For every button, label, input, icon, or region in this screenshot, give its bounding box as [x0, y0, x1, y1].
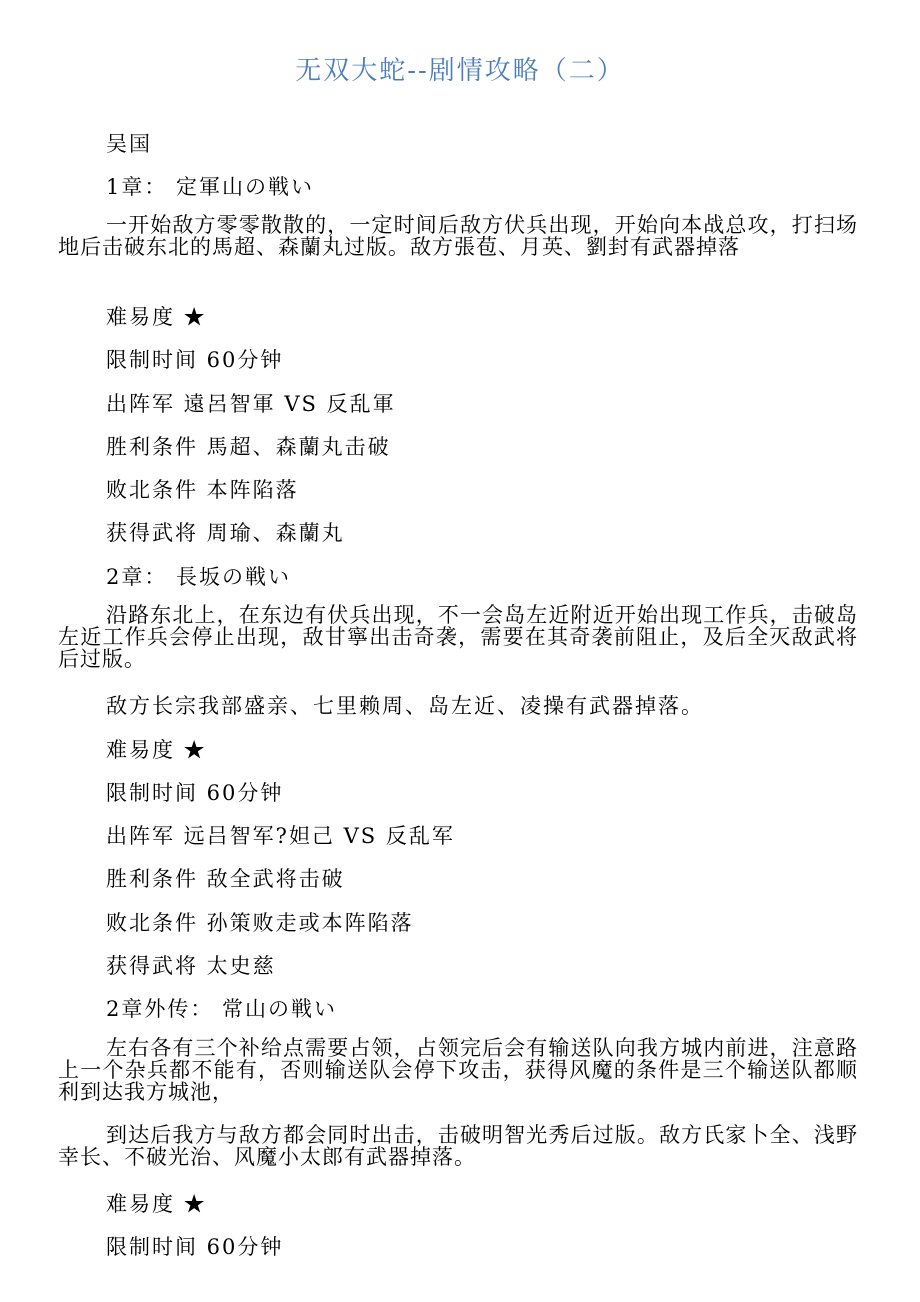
chapter2-gaiden-description: 左右各有三个补给点需要占领，占领完后会有输送队向我方城内前进，注意路上一个杂兵都不能有，否则输送队会停下攻击，获得风魔的条件是三个输送队都顺利到达我方城池，: [58, 1036, 858, 1104]
chapter2-gaiden-difficulty: 难易度 ★: [106, 1192, 207, 1216]
chapter2-time-limit: 限制时间 60分钟: [106, 781, 284, 805]
chapter2-gaiden-time-limit: 限制时间 60分钟: [106, 1235, 284, 1259]
chapter1-heading: 1章： 定軍山の戦い: [106, 175, 315, 199]
chapter2-gaiden-description-2: 到达后我方与敌方都会同时出击，击破明智光秀后过版。敌方氏家卜全、浅野幸长、不破光治、风魔小太郎有武器掉落。: [58, 1123, 858, 1169]
chapter1-win-condition: 胜利条件 馬超、森蘭丸击破: [106, 435, 391, 459]
document-title: 无双大蛇--剧情攻略（二）: [295, 56, 625, 86]
chapter2-win-condition: 胜利条件 敌全武将击破: [106, 867, 345, 891]
chapter2-lose-condition: 败北条件 孙策败走或本阵陷落: [106, 911, 414, 935]
chapter1-gain-officer: 获得武将 周瑜、森蘭丸: [106, 521, 345, 545]
chapter2-description: 沿路东北上，在东边有伏兵出现，不一会岛左近附近开始出现工作兵，击破岛左近工作兵会停止出现，敌甘寧出击奇袭，需要在其奇袭前阻止，及后全灭敌武将后过版。: [58, 603, 858, 671]
chapter1-description: 一开始敌方零零散散的，一定时间后敌方伏兵出现，开始向本战总攻，打扫场地后击破东北的馬超、森蘭丸过版。敌方張苞、月英、劉封有武器掉落: [58, 213, 858, 259]
chapter2-gain-officer: 获得武将 太史慈: [106, 954, 276, 978]
chapter2-drops: 敌方长宗我部盛亲、七里赖周、岛左近、凌操有武器掉落。: [106, 694, 704, 718]
section-heading: 吴国: [106, 132, 152, 156]
chapter1-time-limit: 限制时间 60分钟: [106, 348, 284, 372]
chapter2-heading: 2章： 長坂の戦い: [106, 565, 292, 589]
chapter2-difficulty: 难易度 ★: [106, 738, 207, 762]
chapter1-army: 出阵军 遠呂智軍 VS 反乱軍: [106, 392, 396, 416]
chapter1-difficulty: 难易度 ★: [106, 305, 207, 329]
chapter2-army: 出阵军 远吕智军?妲己 VS 反乱军: [106, 824, 455, 848]
chapter2-gaiden-heading: 2章外传： 常山の戦い: [106, 997, 338, 1021]
chapter1-lose-condition: 败北条件 本阵陷落: [106, 478, 299, 502]
